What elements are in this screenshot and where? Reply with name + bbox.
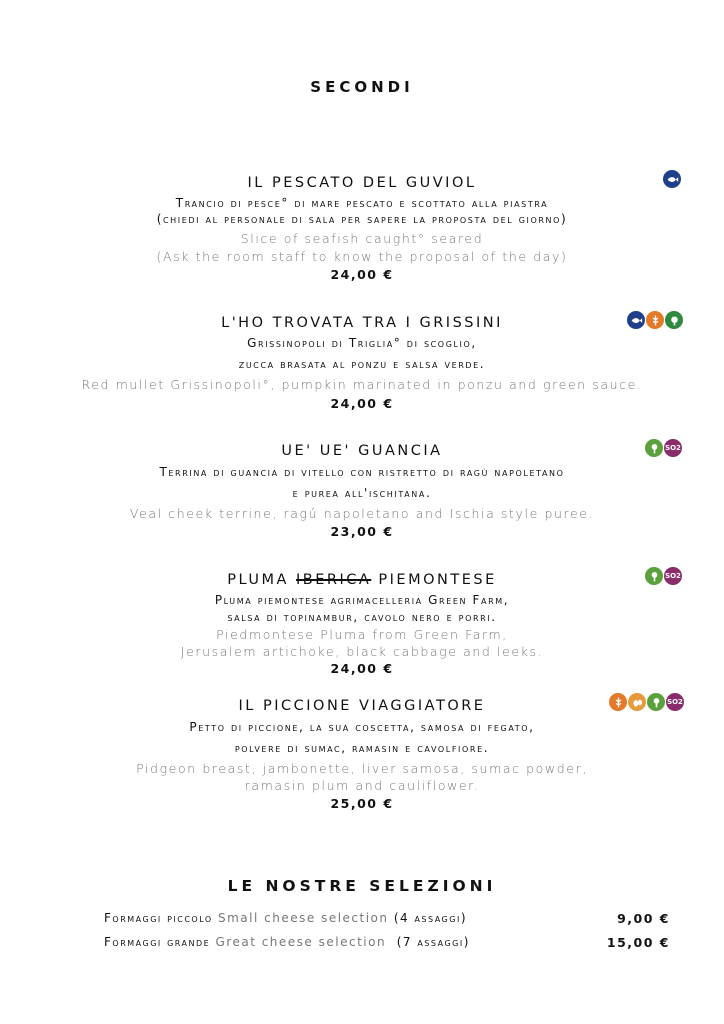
selection-name-en: Great cheese selection [210,935,387,949]
allergen-icons [609,693,684,711]
selections-title: LE NOSTRE SELEZIONI [227,877,497,895]
dish-description-it: polvere di sumac, ramasin e cavolfiore. [234,741,490,755]
fish-icon [627,311,645,329]
dish-title: IL PESCATO DEL GUVIOL [247,175,477,191]
dish-description-it: Trancio di pesce° di mare pescato e scottato alla piastra [175,196,549,210]
sulphites-icon [666,693,684,711]
dish-price: 24,00 € [330,267,394,282]
dish-price: 24,00 € [330,396,394,411]
dish-description-en: ramasin plum and cauliflower. [244,778,480,793]
fish-icon [663,170,681,188]
dish-description-it: Pluma piemontese agrimacelleria Green Farm, [214,593,510,607]
dish-title: L'HO TROVATA TRA I GRISSINI [221,315,503,331]
dish-title [0,572,724,588]
celery-icon [647,693,665,711]
dish-description-en: Pidgeon breast, jambonette, liver samosa, sumac powder, [136,761,588,776]
celery-icon [645,567,663,585]
section-title: SECONDI [310,78,414,96]
gluten-icon [609,693,627,711]
egg-icon [628,693,646,711]
sulphites-label: SO2 [665,444,681,452]
dish-title: IL PICCIONE VIAGGIATORE [238,698,486,714]
selection-row [104,911,467,925]
selection-count: (4 assaggi) [388,911,467,925]
selection-name-it: Formaggi piccolo [104,911,213,925]
dish-description-en: Jerusalem artichoke, black cabbage and leeks. [180,644,544,659]
dish-title: UE' UE' GUANCIA [281,443,443,459]
sulphites-icon [664,439,682,457]
selection-price: 15,00 € [606,935,670,950]
selection-name-it: Formaggi grande [104,935,211,949]
dish-description-it: Terrina di guancia di vitello con ristretto di ragù napoletano [159,465,565,479]
allergen-icons [645,567,682,585]
selection-price: 9,00 € [617,911,670,926]
sulphites-label: SO2 [665,572,681,580]
dish-description-en: Red mullet Grissinopoli°, pumpkin marinated in ponzu and green sauce. [81,377,643,392]
dish-description-it: (chiedi al personale di sala per sapere la proposta del giorno) [156,212,568,226]
sulphites-icon [664,567,682,585]
dish-description-it: salsa di topinambur, cavolo nero e porri. [227,610,497,624]
dish-description-it: zucca brasata al ponzu e salsa verde. [238,357,486,371]
dish-title-part: PIEMONTESE [371,572,497,588]
dish-description-it: Grissinopoli di Triglia° di scoglio, [247,336,477,350]
selection-name-en: Small cheese selection [212,911,389,925]
vegetable-icon [665,311,683,329]
gluten-icon [646,311,664,329]
dish-price: 23,00 € [330,524,394,539]
selection-row [104,935,470,949]
dish-title-part: PLUMA [227,572,297,588]
dish-description-en: (Ask the room staff to know the proposal of the day) [156,249,568,264]
selection-count: (7 assaggi) [386,935,470,949]
allergen-icons [663,170,681,188]
dish-price: 25,00 € [330,796,394,811]
dish-description-en: Slice of seafish caught° seared [240,231,484,246]
allergen-icons [627,311,683,329]
allergen-icons [645,439,682,457]
dish-description-it: Petto di piccione, la sua coscetta, samosa di fegato, [189,720,535,734]
dish-price: 24,00 € [330,661,394,676]
dish-description-en: Veal cheek terrine, ragú napoletano and Ischia style puree. [129,506,595,521]
sulphites-label: SO2 [667,698,683,706]
dish-description-it: e purea all'ischitana. [292,486,432,500]
celery-icon [645,439,663,457]
dish-title-strikethrough: IBERICA [296,572,372,588]
dish-description-en: Piedmontese Pluma from Green Farm, [216,627,508,642]
